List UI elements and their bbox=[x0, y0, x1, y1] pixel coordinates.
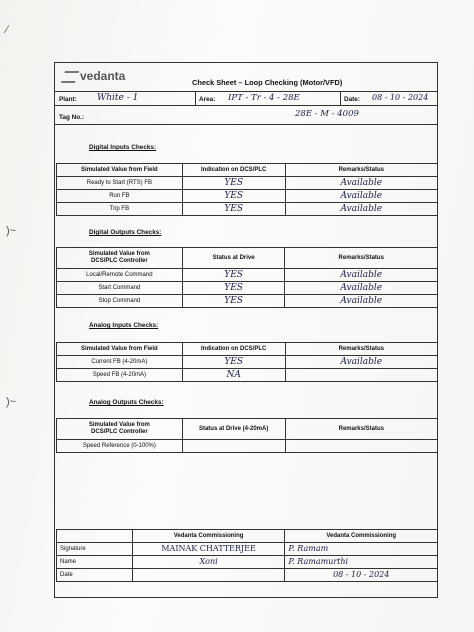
remark-value: Available bbox=[340, 190, 383, 201]
divider bbox=[340, 91, 341, 105]
company-logo bbox=[63, 69, 125, 83]
remark-value: Available bbox=[340, 282, 383, 293]
table-row bbox=[57, 440, 438, 453]
signoff-table bbox=[56, 529, 438, 582]
table-header-row bbox=[57, 419, 438, 440]
signature-1: Xoni bbox=[199, 557, 218, 566]
table-row bbox=[57, 190, 438, 203]
date-label: Date: bbox=[344, 96, 360, 103]
indication-value: YES bbox=[224, 190, 243, 201]
divider bbox=[195, 91, 196, 105]
analog-inputs-title: Analog Inputs Checks: bbox=[89, 322, 159, 329]
digital-inputs-table bbox=[56, 163, 438, 216]
indication-value: YES bbox=[224, 203, 243, 214]
date-value: 08 - 10 - 2024 bbox=[372, 93, 429, 102]
table-row bbox=[57, 356, 438, 369]
table-row bbox=[57, 282, 438, 295]
column-header: Remarks/Status bbox=[285, 248, 438, 269]
column-header: Simulated Value from Field bbox=[57, 343, 183, 356]
divider bbox=[55, 124, 437, 125]
remark-value: Available bbox=[340, 356, 383, 367]
column-header-line: DCS/PLC Controller bbox=[91, 429, 148, 435]
column-header bbox=[57, 419, 183, 440]
analog-outputs-table bbox=[56, 418, 438, 453]
table-header-row bbox=[57, 343, 438, 356]
signal-label: Run FB bbox=[57, 190, 183, 203]
signal-label: Ready to Start (RTS) FB bbox=[57, 177, 183, 190]
digital-inputs-title: Digital Inputs Checks: bbox=[89, 144, 157, 151]
signal-label: Current FB (4-20mA) bbox=[57, 356, 183, 369]
remark-value bbox=[285, 440, 437, 453]
indication-value: YES bbox=[224, 356, 243, 367]
tag-value: 28E - M - 4009 bbox=[295, 109, 359, 119]
punch-mark-icon: ⁄ bbox=[6, 24, 8, 36]
signal-label: Start Command bbox=[57, 282, 183, 295]
column-header: Status at Drive bbox=[182, 248, 285, 269]
signal-label: Stop Command bbox=[57, 295, 183, 308]
remark-value: Available bbox=[340, 177, 383, 188]
analog-inputs-table bbox=[56, 342, 438, 382]
signature-2: P. Ramam bbox=[288, 544, 329, 553]
punch-hole-icon: )~ bbox=[6, 225, 17, 237]
signal-label: Trip FB bbox=[57, 203, 183, 216]
indication-value: YES bbox=[224, 282, 243, 293]
date-row-label: Date bbox=[57, 569, 133, 582]
column-header: Indication on DCS/PLC bbox=[182, 164, 285, 177]
divider bbox=[55, 91, 437, 92]
divider bbox=[55, 105, 437, 106]
sheet-title: Check Sheet – Loop Checking (Motor/VFD) bbox=[192, 78, 343, 87]
column-header-line: DCS/PLC Controller bbox=[91, 258, 148, 264]
column-header bbox=[57, 248, 183, 269]
signal-label: Speed FB (4-20mA) bbox=[57, 369, 183, 382]
empty-cell bbox=[132, 569, 285, 582]
table-row bbox=[57, 543, 438, 556]
column-header: Simulated Value from Field bbox=[57, 164, 183, 177]
remark-value: Available bbox=[340, 203, 383, 214]
column-header: Vedanta Commissioning bbox=[132, 530, 285, 543]
remark-value: Available bbox=[340, 269, 383, 280]
table-header-row bbox=[57, 530, 438, 543]
digital-outputs-title: Digital Outputs Checks: bbox=[89, 229, 162, 236]
logo-text: vedanta bbox=[80, 69, 126, 83]
table-header-row bbox=[57, 248, 438, 269]
column-header: Remarks/Status bbox=[285, 343, 437, 356]
plant-label: Plant: bbox=[59, 96, 77, 103]
column-header: Indication on DCS/PLC bbox=[182, 343, 285, 356]
signature-label: Signature bbox=[57, 543, 133, 556]
indication-value bbox=[182, 440, 285, 453]
digital-outputs-table bbox=[56, 247, 438, 308]
indication-value: YES bbox=[224, 177, 243, 188]
column-header-line: Simulated Value from bbox=[88, 250, 150, 257]
signal-label: Speed Reference (0-100%) bbox=[57, 440, 183, 453]
indication-value: YES bbox=[224, 269, 243, 280]
area-label: Area: bbox=[199, 96, 216, 103]
column-header: Status at Drive (4-20mA) bbox=[182, 419, 285, 440]
table-row bbox=[57, 569, 438, 582]
column-header: Vedanta Commissioning bbox=[285, 530, 438, 543]
table-row bbox=[57, 295, 438, 308]
empty-cell bbox=[57, 530, 133, 543]
area-value: IPT - Tr - 4 - 28E bbox=[228, 93, 300, 103]
table-row bbox=[57, 269, 438, 282]
plant-value: White - 1 bbox=[97, 93, 139, 103]
table-row bbox=[57, 177, 438, 190]
signal-label: Local/Remote Command bbox=[57, 269, 183, 282]
column-header: Remarks/Status bbox=[285, 419, 437, 440]
table-row bbox=[57, 556, 438, 569]
column-header: Remarks/Status bbox=[285, 164, 437, 177]
indication-value: NA bbox=[226, 369, 241, 380]
vedanta-logo-icon bbox=[61, 71, 79, 83]
table-row bbox=[57, 369, 438, 382]
table-row bbox=[57, 203, 438, 216]
remark-value: Available bbox=[340, 295, 383, 306]
column-header-line: Simulated Value from bbox=[88, 421, 150, 428]
check-sheet bbox=[54, 62, 438, 598]
indication-value: YES bbox=[224, 295, 243, 306]
punch-hole-icon: )~ bbox=[6, 396, 17, 408]
name-label: Name bbox=[57, 556, 133, 569]
name-2-value: P. Ramamurthi bbox=[288, 557, 349, 566]
name-1-value: MAINAK CHATTERJEE bbox=[161, 544, 256, 553]
analog-outputs-title: Analog Outputs Checks: bbox=[89, 399, 164, 406]
tag-label: Tag No.: bbox=[59, 114, 85, 121]
date-2-value: 08 - 10 - 2024 bbox=[333, 570, 390, 579]
table-header-row bbox=[57, 164, 438, 177]
